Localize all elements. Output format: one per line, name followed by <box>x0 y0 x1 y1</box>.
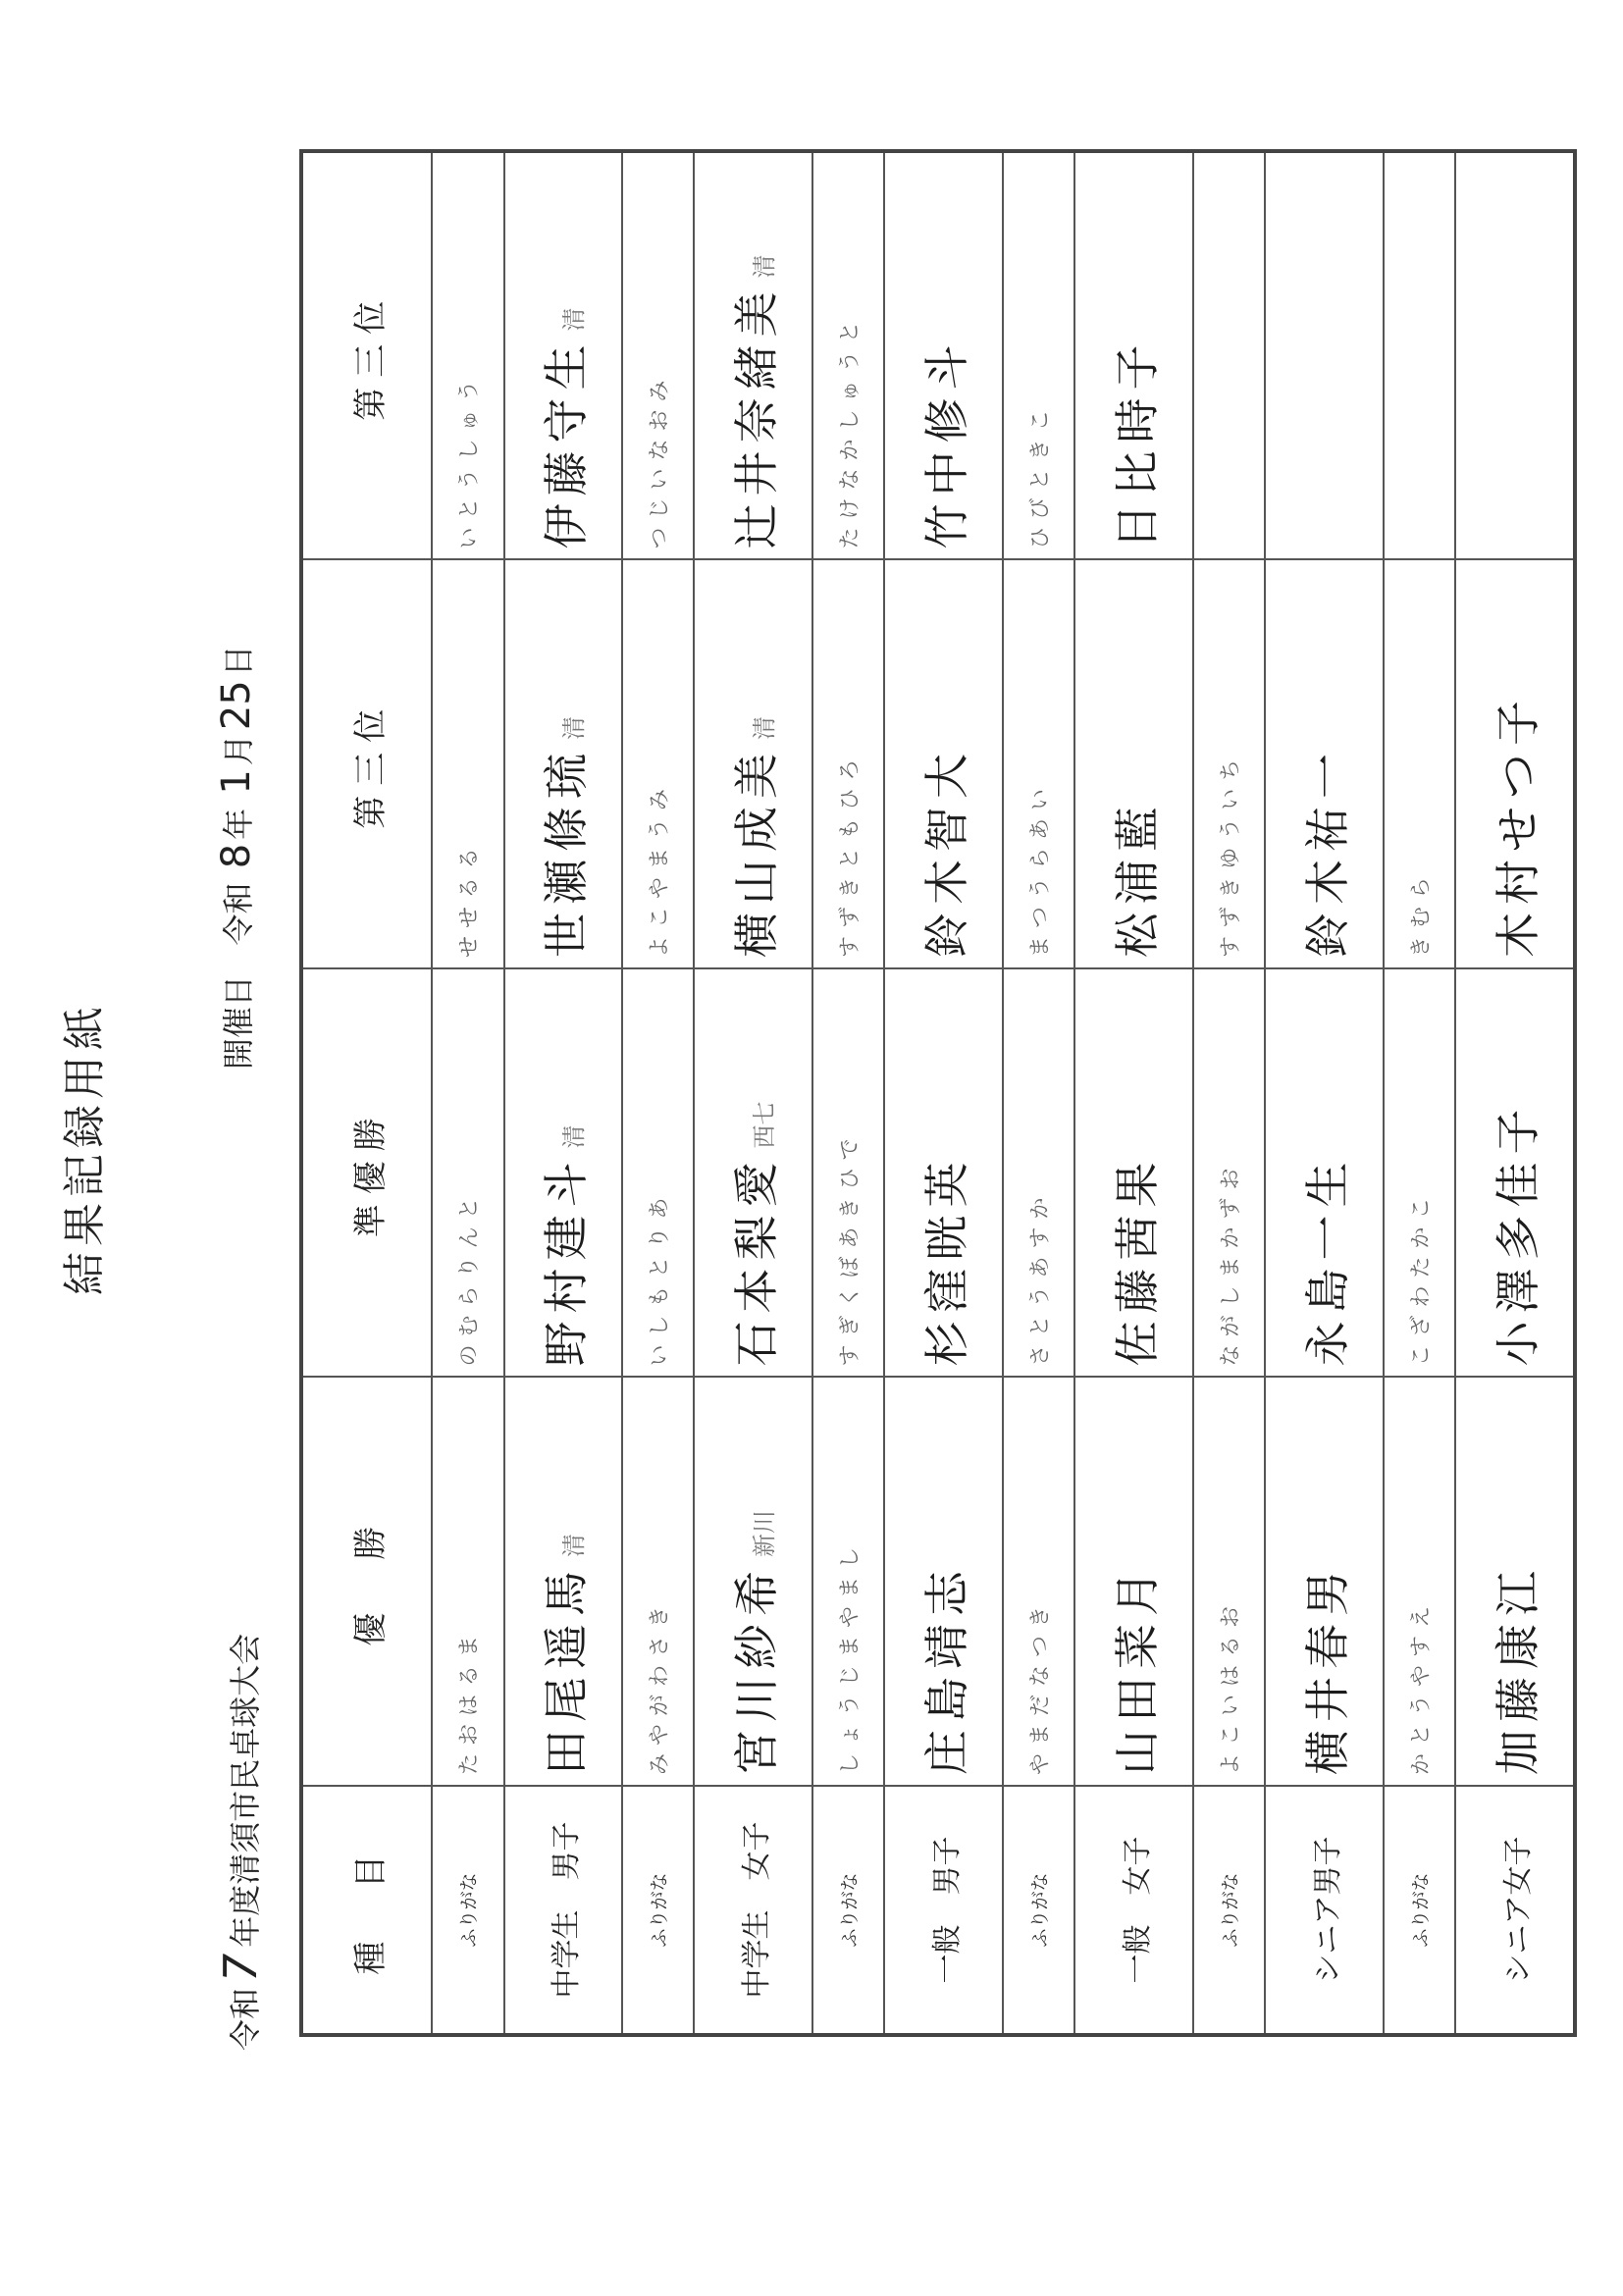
winner-name: 山田菜月 <box>1110 1563 1164 1775</box>
winner-name: 伊藤守生 <box>539 337 593 549</box>
furigana-label: ふりがな <box>432 1786 504 2035</box>
winner-third-a <box>1074 560 1192 969</box>
winner-name: 日比時子 <box>1110 337 1164 549</box>
event-name: 年度清須市民卓球大会 <box>227 1633 264 1948</box>
team-mark: 清 <box>559 1534 588 1557</box>
winner-second <box>694 968 812 1378</box>
team-mark: 清 <box>750 716 778 740</box>
furigana-third-b <box>1193 151 1266 560</box>
table-row <box>694 151 812 2035</box>
date-year: 8 <box>214 843 259 869</box>
date-era: 令和 <box>220 882 257 946</box>
event-era: 令和 <box>227 1987 264 2051</box>
winner-first <box>694 1378 812 1787</box>
winner-name: 杉窪晄英 <box>919 1154 973 1367</box>
date-month: 1 <box>214 769 259 795</box>
date-year-unit: 年 <box>220 808 257 840</box>
furigana-label: ふりがな <box>812 1786 885 2035</box>
furigana-third-b: たけなかしゅうと <box>812 151 885 560</box>
winner-name: 庄島靖志 <box>919 1563 973 1775</box>
winner-name: 横井春男 <box>1300 1563 1354 1775</box>
winner-third-b <box>884 151 1002 560</box>
winner-second <box>1455 968 1575 1378</box>
event-year: 7 <box>214 1953 267 1982</box>
date-day-unit: 日 <box>220 645 257 677</box>
date-label: 開催日 <box>220 974 257 1070</box>
furigana-second: すぎくぼあきひで <box>812 968 885 1378</box>
winner-name: 田尾遥馬 <box>539 1563 593 1775</box>
winner-name: 辻井奈緒美 <box>729 284 783 549</box>
furigana-third-b: つじいなおみ <box>622 151 695 560</box>
winner-second <box>504 968 622 1378</box>
winner-name: 宮川紗希 <box>729 1563 783 1775</box>
table-row <box>504 151 622 2035</box>
results-table <box>299 149 1577 2037</box>
furigana-second: のむらりんと <box>432 968 504 1378</box>
table-row-furigana <box>1384 151 1456 2035</box>
category-cell: 一般 女子 <box>1074 1786 1192 2035</box>
table-row <box>1455 151 1575 2035</box>
furigana-first: しょうじまやまし <box>812 1378 885 1787</box>
category-cell: シニア男子 <box>1265 1786 1383 2035</box>
furigana-third-a: すずきともひろ <box>812 560 885 969</box>
winner-third-a <box>504 560 622 969</box>
table-row <box>1074 151 1192 2035</box>
furigana-label: ふりがな <box>1003 1786 1075 2035</box>
team-mark: 清 <box>559 716 588 740</box>
furigana-second: ながしまかずお <box>1193 968 1266 1378</box>
header-second: 準優勝 <box>301 968 432 1378</box>
table-row-furigana <box>622 151 695 2035</box>
winner-third-a <box>884 560 1002 969</box>
winner-third-b <box>1265 151 1383 560</box>
category-cell: シニア女子 <box>1455 1786 1575 2035</box>
winner-name: 永島一生 <box>1300 1154 1354 1367</box>
furigana-label: ふりがな <box>1193 1786 1266 2035</box>
furigana-first: みやがわさき <box>622 1378 695 1787</box>
winner-first <box>1074 1378 1192 1787</box>
team-mark: 清 <box>750 254 778 279</box>
winner-name: 竹中修斗 <box>919 337 973 549</box>
furigana-second: さとうあすか <box>1003 968 1075 1378</box>
winner-name: 小澤多佳子 <box>1491 1101 1544 1367</box>
winner-second <box>1265 968 1383 1378</box>
table-row <box>1265 151 1383 2035</box>
winner-third-b <box>1455 151 1575 560</box>
furigana-third-a: まつうらあい <box>1003 560 1075 969</box>
table-row-furigana <box>1003 151 1075 2035</box>
winner-third-a <box>694 560 812 969</box>
winner-first <box>1455 1378 1575 1787</box>
winner-name: 松浦藍 <box>1110 799 1164 958</box>
category-cell: 中学生 女子 <box>694 1786 812 2035</box>
table-row <box>884 151 1002 2035</box>
winner-first <box>884 1378 1002 1787</box>
winner-name: 世瀬條琉 <box>539 746 593 958</box>
winner-name: 石本梨愛 <box>729 1154 783 1367</box>
winner-third-b <box>1074 151 1192 560</box>
team-mark: 清 <box>559 307 588 332</box>
team-mark: 清 <box>559 1124 588 1149</box>
document-title: 結果記録用紙 <box>60 1001 110 1295</box>
winner-name: 横山成美 <box>729 746 783 958</box>
category-cell: 中学生 男子 <box>504 1786 622 2035</box>
winner-third-a <box>1265 560 1383 969</box>
winner-second <box>884 968 1002 1378</box>
winner-name: 野村建斗 <box>539 1154 593 1367</box>
furigana-third-a: きむら <box>1384 560 1456 969</box>
table-row-furigana <box>432 151 504 2035</box>
furigana-third-a: せせるる <box>432 560 504 969</box>
winner-name: 佐藤茜果 <box>1110 1154 1164 1367</box>
winner-third-a <box>1455 560 1575 969</box>
furigana-first: たおはるま <box>432 1378 504 1787</box>
furigana-label: ふりがな <box>622 1786 695 2035</box>
furigana-second: こざわたかこ <box>1384 968 1456 1378</box>
table-row-furigana <box>812 151 885 2035</box>
winner-second <box>1074 968 1192 1378</box>
event-date <box>214 645 259 1070</box>
team-mark: 西七 <box>750 1101 778 1149</box>
table-header-row <box>301 151 432 2035</box>
winner-first <box>504 1378 622 1787</box>
category-cell: 一般 男子 <box>884 1786 1002 2035</box>
furigana-third-b: いとうしゅう <box>432 151 504 560</box>
date-month-unit: 月 <box>220 734 257 766</box>
header-first: 優 勝 <box>301 1378 432 1787</box>
winner-name: 鈴木祐一 <box>1300 746 1354 958</box>
winner-name: 鈴木智大 <box>919 746 973 958</box>
date-day: 25 <box>214 680 259 731</box>
winner-third-b <box>694 151 812 560</box>
table-row-furigana <box>1193 151 1266 2035</box>
winner-first <box>1265 1378 1383 1787</box>
winner-name: 木村せつ子 <box>1491 693 1544 958</box>
furigana-third-b <box>1384 151 1456 560</box>
furigana-second: いしもとりあ <box>622 968 695 1378</box>
furigana-first: かとうやすえ <box>1384 1378 1456 1787</box>
furigana-third-a: よこやまうみ <box>622 560 695 969</box>
furigana-label: ふりがな <box>1384 1786 1456 2035</box>
header-third-a: 第三位 <box>301 560 432 969</box>
furigana-first: やまだなつき <box>1003 1378 1075 1787</box>
winner-name: 加藤康江 <box>1491 1563 1544 1775</box>
furigana-first: よこいはるお <box>1193 1378 1266 1787</box>
event-title <box>214 1634 267 2051</box>
furigana-third-b: ひびときこ <box>1003 151 1075 560</box>
header-third-b: 第三位 <box>301 151 432 560</box>
winner-third-b <box>504 151 622 560</box>
furigana-third-a: すずきゆういち <box>1193 560 1266 969</box>
header-category: 種 目 <box>301 1786 432 2035</box>
team-mark: 新川 <box>750 1510 778 1557</box>
